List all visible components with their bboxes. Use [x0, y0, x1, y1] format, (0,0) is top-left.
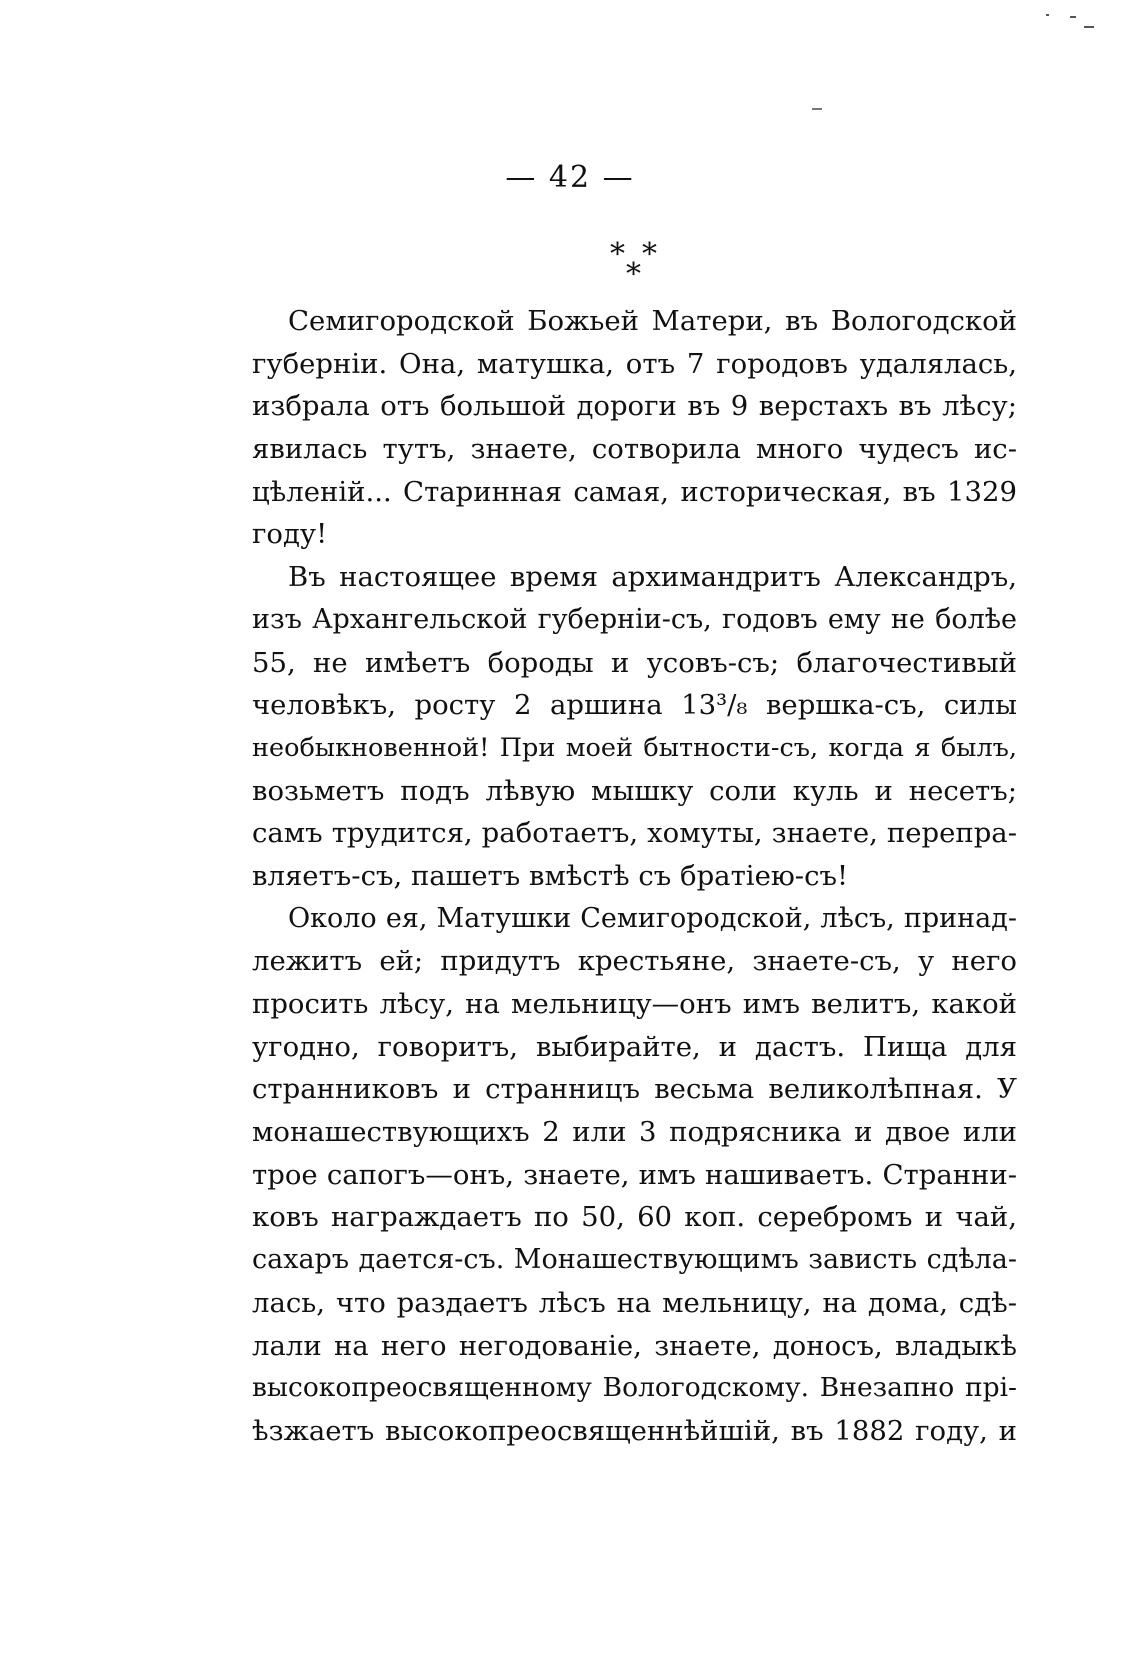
text-line: лась, что раздаетъ лѣсъ на мельницу, на дома, сдѣ- — [252, 1286, 1017, 1319]
text-line: странниковъ и странницъ весьма великолѣпная. У — [252, 1073, 1017, 1106]
text-line: возьметъ подъ лѣвую мышку соли куль и несетъ; — [252, 774, 1017, 807]
text-line: Семигородской Божьей Матери, въ Вологодской — [288, 305, 1017, 337]
text-line: году! — [252, 518, 328, 551]
text-line: высокопреосвященному Вологодскому. Внезапно прі- — [252, 1372, 1017, 1404]
text-line: ѣзжаетъ высокопреосвященнѣйшій, въ 1882 году, и — [252, 1414, 1017, 1447]
text-line: угодно, говоритъ, выбирайте, и дастъ. Пища для — [252, 1030, 1017, 1063]
text-line: губерніи. Она, матушка, отъ 7 городовъ удалялась, — [252, 347, 1017, 380]
text-line: ковъ награждаетъ по 50, 60 коп. серебромъ и чай, — [252, 1201, 1017, 1234]
asterism-separator — [610, 237, 670, 292]
text-line: цѣленій... Старинная самая, историческая, въ 1329 — [252, 475, 1017, 508]
text-line: изъ Архангельской губерніи-съ, годовъ ему не болѣе — [252, 603, 1017, 635]
text-line: трое сапогъ—онъ, знаете, имъ нашиваетъ. Странни- — [252, 1158, 1017, 1191]
text-line: Въ настоящее время архимандритъ Александръ, — [288, 561, 1017, 594]
text-line: сахаръ дается-съ. Монашествующимъ зависть сдѣла- — [252, 1244, 1017, 1276]
text-line: просить лѣсу, на мельницу—онъ имъ велитъ, какой — [252, 988, 1017, 1020]
scan-mark — [812, 108, 822, 110]
asterism-star: * — [610, 237, 625, 272]
text-line: монашествующихъ 2 или 3 подрясника и двое или — [252, 1116, 1017, 1149]
text-line: Около ея, Матушки Семигородской, лѣсъ, принад- — [288, 902, 1017, 934]
text-line: лежитъ ей; придутъ крестьяне, знаете-съ, у него — [252, 945, 1017, 978]
text-line: необыкновенной! При моей бытности-съ, когда я былъ, — [252, 732, 1017, 763]
text-line: вляетъ-съ, пашетъ вмѣстѣ съ братіею-съ! — [252, 859, 849, 892]
text-line: человѣкъ, росту 2 аршина 13³/₈ вершка-съ, силы — [252, 689, 1017, 722]
text-line: явилась тутъ, знаете, сотворила много чудесъ ис- — [252, 433, 1017, 466]
text-line: избрала отъ большой дороги въ 9 верстахъ въ лѣсу; — [252, 390, 1017, 423]
text-line: самъ трудится, работаетъ, хомуты, знаете, перепра- — [252, 817, 1017, 850]
scan-specks — [1040, 10, 1100, 40]
asterism-star: * — [626, 257, 641, 292]
asterism-star: * — [642, 237, 657, 272]
body-text — [252, 300, 1017, 1453]
text-line: 55, не имѣетъ бороды и усовъ-съ; благочестивый — [252, 646, 1017, 679]
page-number: — 42 — — [505, 160, 635, 195]
text-line: лали на него негодованіе, знаете, доносъ, владыкѣ — [252, 1329, 1017, 1362]
